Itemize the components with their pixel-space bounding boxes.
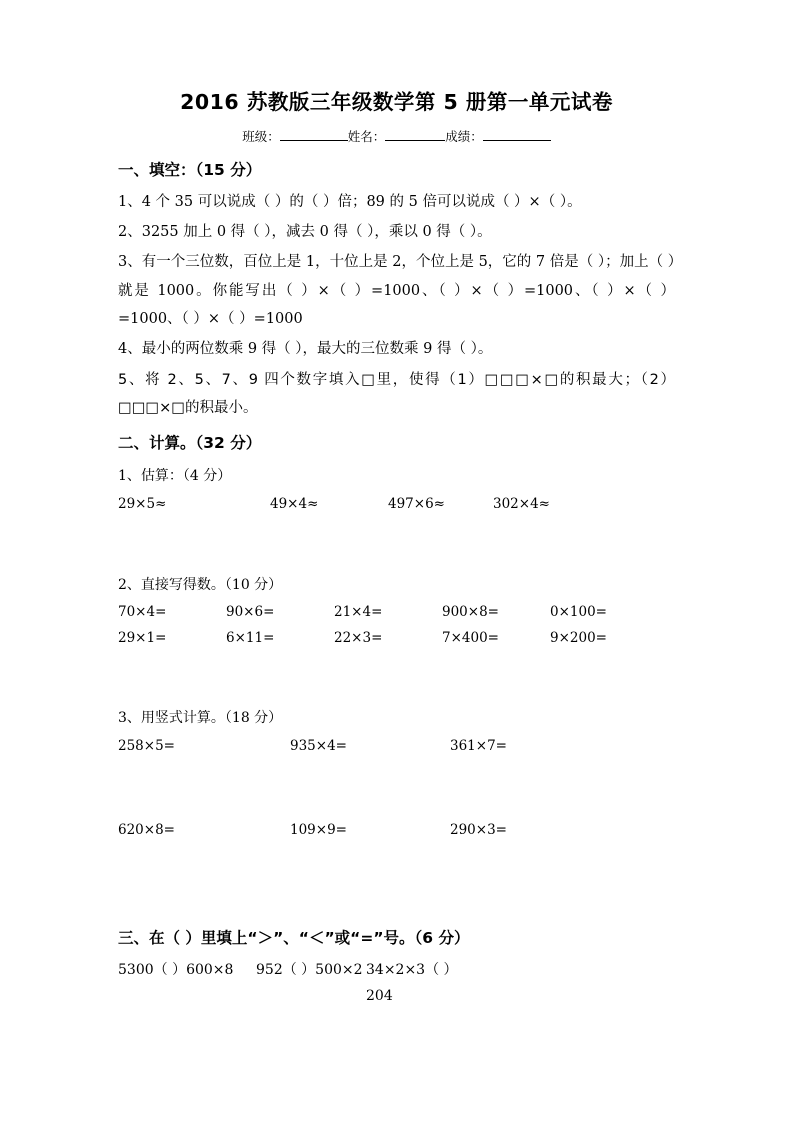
vertical-calc-item: 935×4= [290, 738, 347, 755]
subsection-heading-estimate: 1、估算：（4 分） [118, 468, 232, 485]
estimate-row [118, 492, 675, 518]
direct-answer-row [118, 626, 675, 652]
comparison-item: 5300（ ）600×8 [118, 961, 234, 978]
score-label: 成绩： [445, 128, 483, 144]
answer-space-vertical-2 [118, 843, 675, 901]
section-heading-computation: 二、计算。（32 分） [118, 434, 262, 453]
page-title: 2016 苏教版三年级数学第 5 册第一单元试卷 [180, 90, 613, 114]
question-1-5: 5、将 2、5、7、9 四个数字填入□里，使得（1）□□□×□的积最大；（2）□□□×□的积最小。 [118, 371, 675, 416]
name-blank[interactable] [385, 127, 445, 141]
answer-space-spacer [118, 901, 675, 917]
comparison-item: 34×2×3（ ）204 [366, 961, 458, 1005]
class-blank[interactable] [280, 127, 348, 141]
answer-space-direct [118, 651, 675, 697]
class-label: 班级： [242, 128, 280, 144]
name-label: 姓名： [347, 128, 386, 144]
direct-answer-item: 22×3= [334, 629, 383, 646]
vertical-calc-item: 620×8= [118, 821, 175, 838]
question-1-4: 4、最小的两位数乘 9 得（ ），最大的三位数乘 9 得（ ）。 [118, 341, 493, 358]
vertical-calc-row [118, 734, 675, 760]
question-1-2: 2、3255 加上 0 得（ ），减去 0 得（ ），乘以 0 得（ ）。 [118, 224, 492, 241]
section-heading-fill-blanks: 一、填空：（15 分） [118, 160, 262, 179]
direct-answer-item: 90×6= [226, 604, 275, 621]
student-info-line [118, 127, 675, 145]
direct-answer-row [118, 600, 675, 626]
direct-answer-item: 9×200= [550, 629, 607, 646]
score-blank[interactable] [483, 127, 551, 141]
comparison-item: 952（ ）500×2 [256, 961, 363, 978]
vertical-calc-item: 361×7= [450, 738, 507, 755]
direct-answer-item: 6×11= [226, 629, 275, 646]
estimate-item: 49×4≈ [270, 495, 319, 512]
direct-answer-item: 70×4= [118, 604, 167, 621]
vertical-calc-item: 258×5= [118, 738, 175, 755]
direct-answer-item: 0×100= [550, 604, 607, 621]
answer-space-vertical-1 [118, 760, 675, 818]
direct-answer-item: 7×400= [442, 629, 499, 646]
vertical-calc-item: 109×9= [290, 821, 347, 838]
estimate-item: 302×4≈ [493, 495, 550, 512]
comparison-row [118, 957, 675, 1010]
subsection-heading-vertical: 3、用竖式计算。（18 分） [118, 710, 283, 727]
subsection-heading-direct-answer: 2、直接写得数。（10 分） [118, 576, 283, 593]
direct-answer-item: 900×8= [442, 604, 499, 621]
section-heading-comparison: 三、在（ ）里填上“＞”、“＜”或“=”号。（6 分） [118, 929, 470, 948]
direct-answer-item: 21×4= [334, 604, 383, 621]
estimate-item: 29×5≈ [118, 495, 167, 512]
question-1-1: 1、4 个 35 可以说成（ ）的（ ）倍；89 的 5 倍可以说成（ ）×（ ）。 [118, 193, 582, 210]
question-1-3: 3、有一个三位数，百位上是 1，十位上是 2，个位上是 5，它的 7 倍是（ ）；加上（ ）就是 1000。你能写出（ ）×（ ）=1000、（ ）×（ ）=1000、（ ）×（ ）=1000、（ ）×（ ）=1000 [118, 254, 675, 327]
estimate-item: 497×6≈ [388, 495, 445, 512]
direct-answer-item: 29×1= [118, 629, 167, 646]
answer-space-estimate [118, 518, 675, 564]
vertical-calc-item: 290×3= [450, 821, 507, 838]
vertical-calc-row [118, 818, 675, 844]
